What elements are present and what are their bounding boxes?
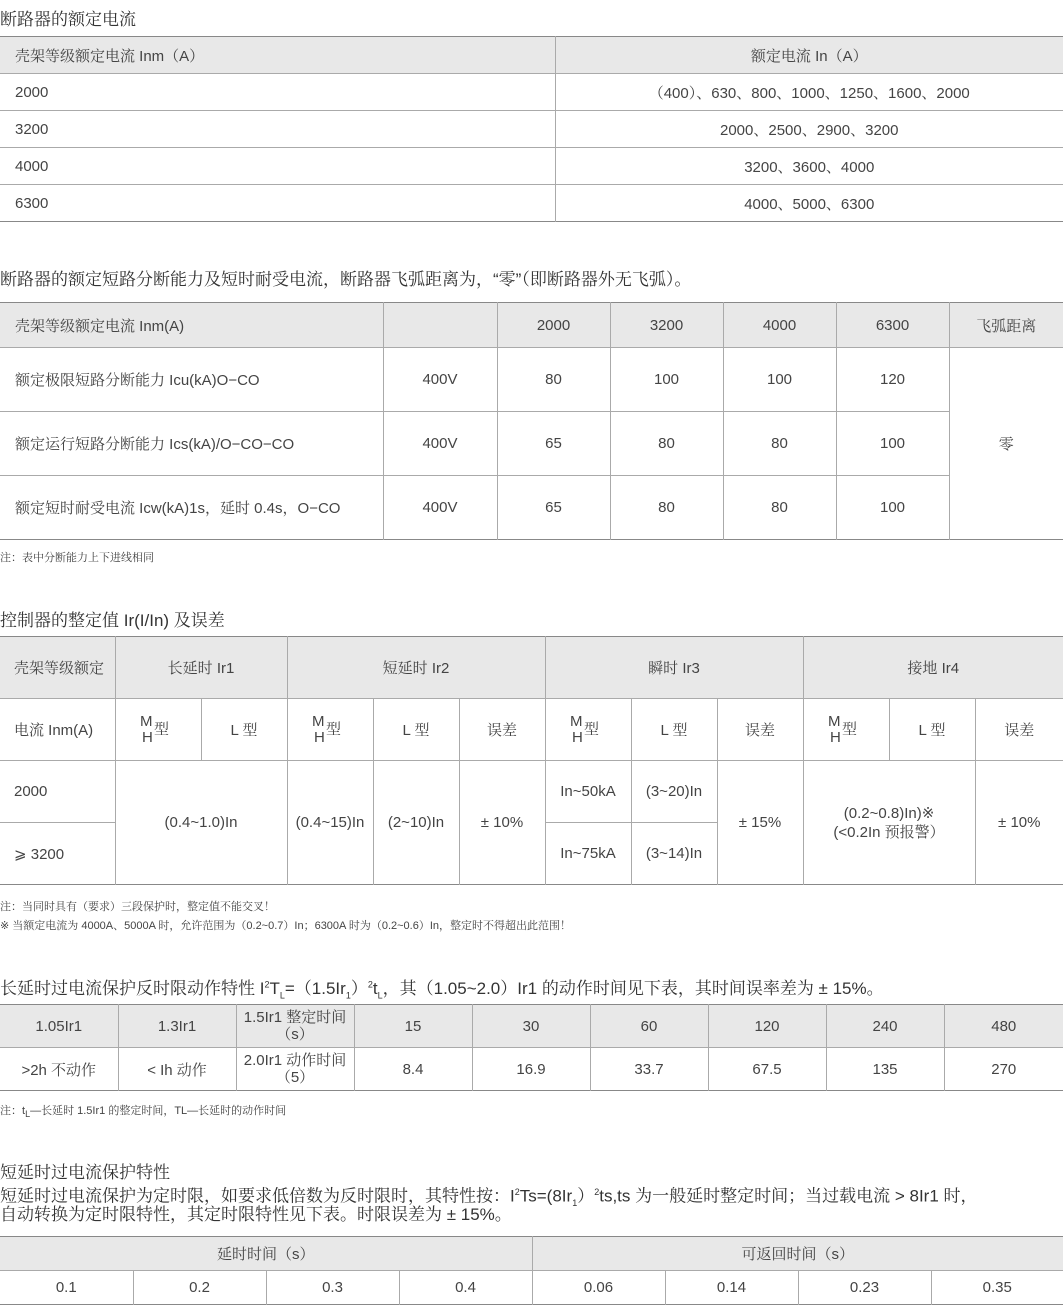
section5-line2: 自动转换为定时限特性，其定时限特性见下表。时限误差为 ± 15%。 — [0, 1205, 512, 1224]
header-voltage — [383, 303, 497, 348]
rated-current-cell: 4000、5000、6300 — [744, 195, 875, 213]
label-cell: >2h 不动作 — [0, 1048, 118, 1091]
table-row — [0, 348, 1063, 412]
value-cell: 100 — [610, 348, 723, 412]
table-row — [0, 74, 1063, 111]
ir3-mh-value: In~75kA — [545, 823, 631, 885]
header-ir3: 瞬时 Ir3 — [545, 637, 803, 699]
section4-title: 长延时过电流保护反时限动作特性 $I^2T_L=(1.5Ir_1)^2t_L$，其（1.05~2.0）Ir1 的动作时间见下表，其时间误率差为 ± 15%。 — [0, 979, 884, 1001]
table-header-row — [0, 637, 1063, 699]
ir3-mh-value: In~50kA — [545, 761, 631, 823]
ir3-error: ± 15% — [717, 761, 803, 885]
section4-note: 注：$t_L—$长延时 1.5Ir1 的整定时间，TL—长延时的动作时间 — [0, 1105, 287, 1120]
value-cell: 30 — [472, 1005, 590, 1048]
section5-line1: 短延时过电流保护为定时限，如要求低倍数为反时限时，其特性按：$I^2Ts=(8Ir_1)^2ts,ts$ 为一般延时整定时间；当过载电流 > 8Ir1 时， — [0, 1186, 978, 1209]
table-row — [0, 148, 1063, 185]
header-ir1: 长延时 Ir1 — [115, 637, 287, 699]
l-type-ir1: L 型 — [201, 699, 287, 761]
value-cell: 100 — [836, 412, 949, 476]
value-cell: 80 — [723, 412, 836, 476]
mh-type-ir4: M H 型 — [803, 699, 889, 761]
row-label: 额定短时耐受电流 Icw(kA)1s，延时 0.4s，O−CO — [0, 476, 383, 540]
value-cell: 100 — [836, 476, 949, 540]
error-ir4: 误差 — [975, 699, 1063, 761]
inm-3200: ⩾ 3200 — [0, 823, 115, 885]
rated-current-cell: 2000、2500、2900、3200 — [555, 111, 1063, 148]
value-cell: 240 — [826, 1005, 944, 1048]
ir4-value: (0.2~0.8)In)※ (<0.2In 预报警） — [803, 761, 975, 885]
return-cell: 0.14 — [665, 1271, 798, 1305]
rated-current-cell: 3200、3600、4000 — [555, 148, 1063, 185]
delay-cell: 0.3 — [266, 1271, 399, 1305]
controller-setting-table — [0, 636, 1063, 885]
value-cell: 65 — [497, 476, 610, 540]
header-inm: 电流 Inm(A) — [0, 699, 115, 761]
table-row — [0, 185, 1063, 222]
table-row — [0, 476, 1063, 540]
table-header-row — [0, 1005, 1063, 1048]
table-row — [0, 1048, 1063, 1091]
section2-title: 断路器的额定短路分断能力及短时耐受电流，断路器飞弧距离为，“零”（即断路器外无飞弧）。 — [0, 270, 692, 289]
ir3-l-value: (3~20)In — [631, 761, 717, 823]
value-cell: 67.5 — [708, 1048, 826, 1091]
voltage-cell: 400V — [383, 348, 497, 412]
label-cell: 1.3Ir1 — [118, 1005, 236, 1048]
mh-type-ir1: M H 型 — [115, 699, 201, 761]
row-label: 额定运行短路分断能力 Ics(kA)/O−CO−CO — [0, 412, 383, 476]
value-cell: 120 — [708, 1005, 826, 1048]
value-cell: 33.7 — [590, 1048, 708, 1091]
label-cell: 1.5Ir1 整定时间 （s） — [236, 1005, 354, 1048]
table-row — [0, 412, 1063, 476]
l-type-ir4: L 型 — [889, 699, 975, 761]
l-type-ir3: L 型 — [631, 699, 717, 761]
table-row — [0, 1271, 1063, 1305]
delay-cell: 0.4 — [399, 1271, 532, 1305]
row-label: 额定极限短路分断能力 Icu(kA)O−CO — [0, 348, 383, 412]
section5-title: 短延时过电流保护特性 — [0, 1163, 170, 1182]
header-arc-distance: 飞弧距离 — [949, 303, 1063, 348]
ir4-error: ± 10% — [998, 814, 1041, 831]
table-subheader-row — [0, 699, 1063, 761]
value-cell: 480 — [944, 1005, 1063, 1048]
header-rated-current: 额定电流 In（A） — [555, 37, 1063, 74]
return-cell: 0.23 — [798, 1271, 931, 1305]
value-cell: 80 — [610, 412, 723, 476]
frame-current-cell: 4000 — [0, 148, 555, 185]
table-row — [0, 111, 1063, 148]
value-cell: 80 — [723, 476, 836, 540]
l-type-ir2: L 型 — [373, 699, 459, 761]
header-frame-rated: 壳架等级额定 — [0, 637, 115, 699]
table-header-row — [0, 37, 1063, 74]
long-delay-table — [0, 1004, 1063, 1091]
rated-current-table — [0, 36, 1063, 222]
mh-type-ir2: M H 型 — [287, 699, 373, 761]
frame-current-cell: 3200 — [0, 111, 555, 148]
ir2-l-value: (2~10)In — [373, 761, 459, 885]
error-ir2: 误差 — [459, 699, 545, 761]
header-ir4: 接地 Ir4 — [803, 637, 1063, 699]
section3-note1: 注：当同时具有（要求）三段保护时，整定值不能交叉！ — [0, 901, 275, 913]
breaking-capacity-table — [0, 302, 1063, 540]
value-cell: 80 — [497, 348, 610, 412]
arc-distance-cell: 零 — [998, 436, 1014, 453]
label-cell: 1.05Ir1 — [0, 1005, 118, 1048]
value-cell: 120 — [836, 348, 949, 412]
table-header-row — [0, 303, 1063, 348]
label-cell: 2.0Ir1 动作时间 （5） — [236, 1048, 354, 1091]
ir3-l-value: (3~14)In — [631, 823, 717, 885]
voltage-cell: 400V — [383, 412, 497, 476]
header-3200: 3200 — [610, 303, 723, 348]
inm-2000: 2000 — [0, 761, 115, 823]
short-delay-table — [0, 1236, 1063, 1305]
value-cell: 8.4 — [354, 1048, 472, 1091]
return-cell: 0.06 — [532, 1271, 665, 1305]
value-cell: 15 — [354, 1005, 472, 1048]
error-ir3: 误差 — [717, 699, 803, 761]
header-ir2: 短延时 Ir2 — [287, 637, 545, 699]
delay-cell: 0.2 — [133, 1271, 266, 1305]
table-header-row — [0, 1237, 1063, 1271]
mh-type-ir3: M H 型 — [545, 699, 631, 761]
value-cell: 65 — [497, 412, 610, 476]
rated-current-cell: （400）、630、800、1000、1250、1600、2000 — [555, 74, 1063, 111]
header-frame-current: 壳架等级额定电流 Inm(A) — [0, 303, 383, 348]
section3-note2: ※ 当额定电流为 4000A、5000A 时，允许范围为（0.2~0.7）In；6300A 时为（0.2~0.6）In，整定时不得超出此范围！ — [0, 920, 572, 932]
frame-current-cell: 2000 — [0, 74, 555, 111]
header-2000: 2000 — [497, 303, 610, 348]
value-cell: 270 — [991, 1060, 1017, 1078]
header-6300: 6300 — [836, 303, 949, 348]
header-delay-time: 延时时间（s） — [0, 1237, 532, 1271]
ir1-value: (0.4~1.0)In — [115, 761, 287, 885]
voltage-cell: 400V — [383, 476, 497, 540]
value-cell: 60 — [590, 1005, 708, 1048]
header-frame-current: 壳架等级额定电流 Inm（A） — [0, 37, 555, 74]
section1-title: 断路器的额定电流 — [0, 10, 136, 29]
ir2-mh-value: (0.4~15)In — [287, 761, 373, 885]
frame-current-cell: 6300 — [0, 185, 555, 222]
label-cell: < Ih 动作 — [118, 1048, 236, 1091]
delay-cell: 0.1 — [0, 1271, 133, 1305]
value-cell: 135 — [826, 1048, 944, 1091]
table-row — [0, 761, 1063, 823]
value-cell: 16.9 — [472, 1048, 590, 1091]
section2-note: 注：表中分断能力上下进线相同 — [0, 552, 154, 564]
value-cell: 100 — [723, 348, 836, 412]
header-return-time: 可返回时间（s） — [532, 1237, 1063, 1271]
value-cell: 80 — [610, 476, 723, 540]
ir2-error: ± 10% — [459, 761, 545, 885]
section3-title: 控制器的整定值 Ir(I/In) 及误差 — [0, 611, 225, 630]
return-cell: 0.35 — [982, 1279, 1012, 1296]
header-4000: 4000 — [723, 303, 836, 348]
